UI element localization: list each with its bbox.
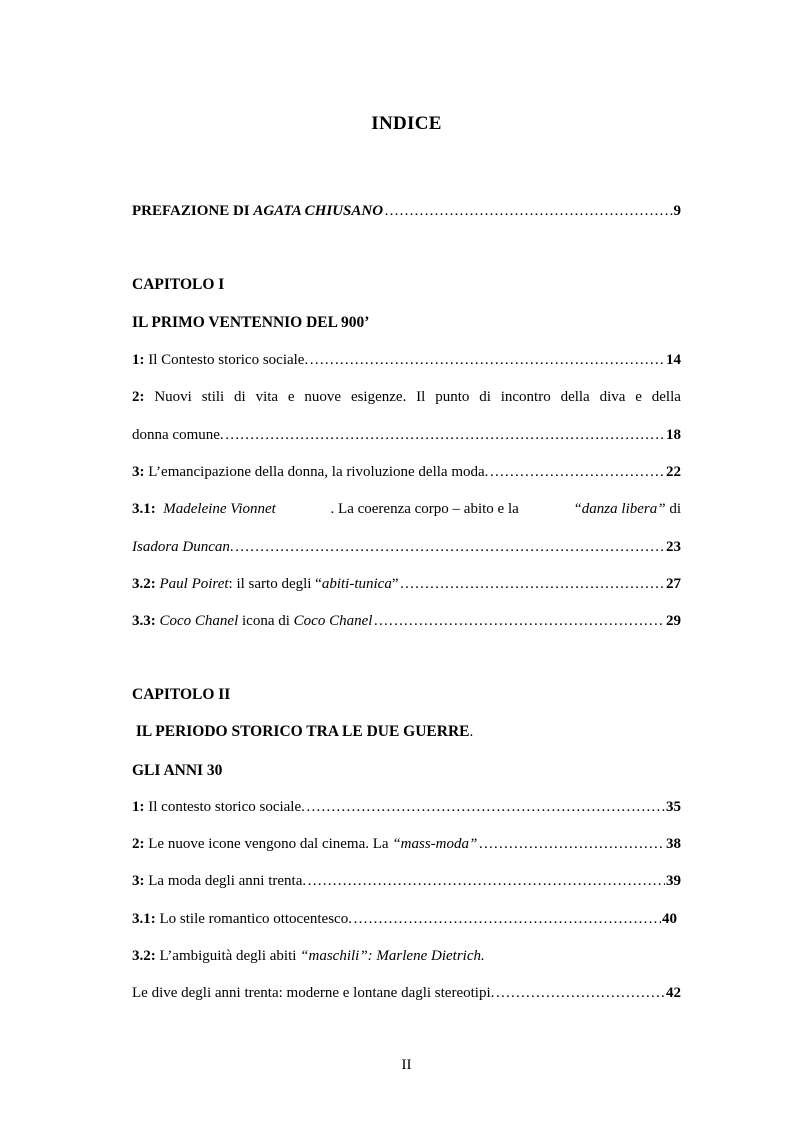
leader-dots (309, 350, 665, 370)
preface-prefix: PREFAZIONE DI (132, 203, 254, 219)
leader-dots (306, 797, 665, 817)
entry-name: Paul Poiret (159, 576, 229, 592)
word: Il (416, 389, 426, 405)
entry-text: . La coerenza corpo – abito e la (330, 501, 519, 517)
page-ref: 23 (666, 539, 681, 555)
entry-quote: “maschili”: Marlene Dietrich. (300, 948, 485, 964)
leader-dots (489, 462, 665, 482)
toc-entry-1-3-3[interactable] (132, 611, 681, 631)
entry-number: 3.1: (132, 911, 156, 927)
entry-quote: abiti-tunica (321, 576, 392, 592)
toc-entry-2-3-1[interactable] (132, 909, 677, 929)
entry-text: Le nuove icone vengono dal cinema. La (144, 836, 393, 852)
leader-dots (373, 611, 665, 631)
word: vita (255, 389, 279, 405)
chapter-2-title-text: IL PERIODO STORICO TRA LE DUE GUERRE (132, 723, 470, 740)
word: esigenze. (350, 389, 407, 405)
page-number: II (401, 1057, 412, 1073)
preface-author: AGATA CHIUSANO (253, 203, 384, 219)
chapter-1-label: CAPITOLO I (132, 276, 225, 293)
entry-number: 1: (132, 799, 145, 815)
entry-name: Coco Chanel (293, 613, 373, 629)
page-ref: 39 (666, 873, 681, 889)
chapter-2-subtitle: GLI ANNI 30 (132, 762, 223, 779)
page-ref: 14 (666, 352, 681, 368)
toc-entry-2-2[interactable] (132, 834, 681, 854)
entry-text: icona di (238, 613, 294, 629)
entry-text: L’ambiguità degli abiti (155, 948, 301, 964)
toc-entry-1-3[interactable] (132, 462, 681, 482)
leader-dots (225, 425, 665, 445)
chapter-2-label: CAPITOLO II (132, 686, 231, 703)
entry-number: 3.3: (132, 613, 156, 629)
entry-text: donna comune. (132, 427, 224, 443)
entry-number: 3.1: (132, 501, 156, 517)
toc-entry-1-2-line2[interactable] (132, 425, 681, 445)
entry-text: ” (391, 576, 399, 592)
entry-text: . (229, 539, 234, 555)
entry-quote: “danza libera” (573, 501, 666, 517)
page-ref: 27 (666, 576, 681, 592)
entry-text: L’emancipazione della donna, la rivoluzione della moda. (144, 464, 489, 480)
entry-number: 1: (132, 352, 145, 368)
word: incontro (500, 389, 551, 405)
word: di (479, 389, 491, 405)
entry-number: 2: (132, 836, 145, 852)
toc-entry-2-3-2[interactable] (132, 946, 681, 966)
leader-dots (384, 201, 672, 221)
entry-text: Le dive degli anni trenta: moderne e lontane dagli stereotipi. (132, 985, 495, 1001)
entry-text: Il Contesto storico sociale. (144, 352, 309, 368)
word: nuove (304, 389, 342, 405)
entry-name: Coco Chanel (159, 613, 239, 629)
toc-entry-1-1[interactable] (132, 350, 681, 370)
page-ref: 22 (666, 464, 681, 480)
word: Nuovi (154, 389, 192, 405)
page-ref: 40 (662, 911, 677, 927)
leader-dots (495, 983, 665, 1003)
chapter-2-title-tail: . (469, 724, 474, 740)
page-ref: 35 (666, 799, 681, 815)
leader-dots (307, 871, 665, 891)
entry-number: 3: (132, 464, 145, 480)
leader-dots (235, 537, 665, 557)
entry-quote: “mass-moda” (392, 836, 478, 852)
word: stili (201, 389, 225, 405)
page-ref: 9 (673, 203, 681, 219)
word: punto (435, 389, 470, 405)
word: e (287, 389, 295, 405)
leader-dots (478, 834, 665, 854)
entry-text: Il contesto storico sociale. (144, 799, 305, 815)
entry-number: 3: (132, 873, 145, 889)
word: diva (599, 389, 626, 405)
toc-entry-2-3-2-cont[interactable] (132, 983, 681, 1003)
page-ref: 18 (666, 427, 681, 443)
word: e (635, 389, 642, 405)
page-ref: 38 (666, 836, 681, 852)
toc-entry-2-3[interactable] (132, 871, 681, 891)
toc-entry-2-1[interactable] (132, 797, 681, 817)
entry-text: La moda degli anni trenta. (144, 873, 307, 889)
entry-text: di (665, 501, 681, 517)
entry-name: Isadora Duncan (132, 539, 230, 555)
toc-entry-1-3-1-line1[interactable] (132, 499, 681, 519)
page-ref: 29 (666, 613, 681, 629)
entry-number: 3.2: (132, 948, 156, 964)
entry-number: 3.2: (132, 576, 156, 592)
word: della (651, 389, 681, 405)
leader-dots (353, 909, 661, 929)
toc-entry-1-2-line1[interactable] (132, 387, 681, 407)
index-title: INDICE (371, 113, 442, 134)
word: di (234, 389, 246, 405)
entry-name: Madeleine Vionnet (163, 501, 276, 517)
toc-entry-preface[interactable] (132, 201, 681, 221)
entry-text: : il sarto degli “ (228, 576, 322, 592)
toc-entry-1-3-1-line2[interactable] (132, 537, 681, 557)
chapter-2-title (132, 722, 681, 742)
word: della (560, 389, 590, 405)
entry-number: 2: (132, 389, 145, 405)
entry-text: Lo stile romantico ottocentesco. (155, 911, 352, 927)
toc-entry-1-3-2[interactable] (132, 574, 681, 594)
page-ref: 42 (666, 985, 681, 1001)
leader-dots (400, 574, 665, 594)
chapter-1-title: IL PRIMO VENTENNIO DEL 900’ (132, 314, 370, 331)
